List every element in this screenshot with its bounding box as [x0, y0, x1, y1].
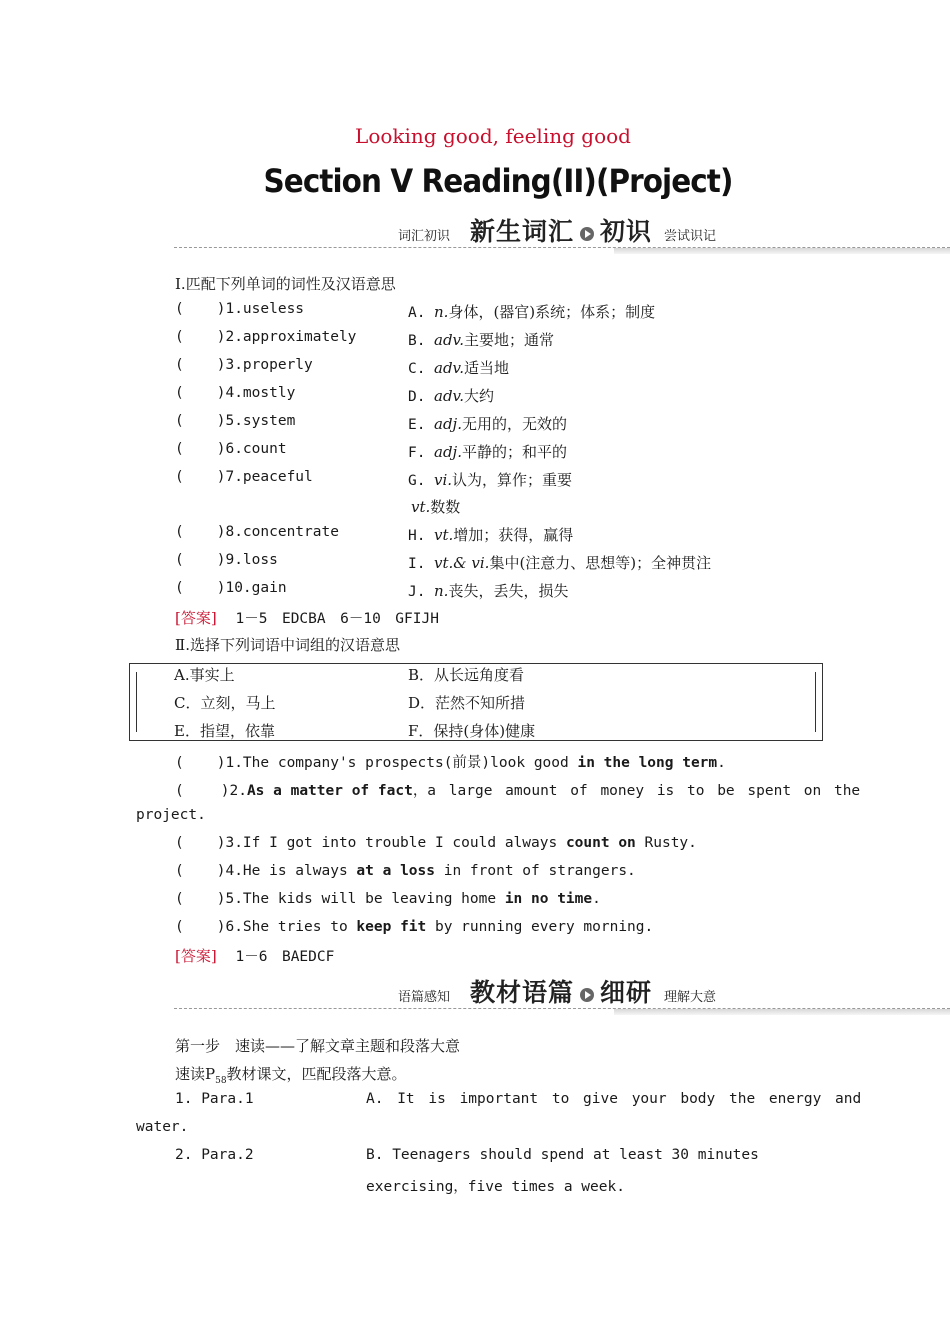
s2-pre: )2. — [220, 783, 247, 799]
banner-big-left: 教材语篇 — [470, 978, 575, 1007]
para1-cont: water. — [136, 1119, 189, 1135]
def-letter: I. — [408, 556, 426, 572]
paren: ( — [175, 385, 184, 401]
paren: ( — [175, 580, 184, 596]
def-letter: D. — [408, 389, 426, 405]
paren: ( — [175, 301, 184, 317]
sentence-1 — [175, 751, 726, 772]
paren: ( — [175, 891, 184, 907]
instr-pre: 速读P — [175, 1065, 216, 1083]
word-text: )5.system — [216, 413, 296, 429]
para2-label: 2. Para.2 — [175, 1147, 254, 1163]
option-c: C．立刻，马上 — [174, 694, 276, 712]
option-e: E．指望，依靠 — [174, 722, 275, 740]
def-letter: C. — [408, 361, 426, 377]
def-pos: n. — [434, 582, 449, 600]
s4-pre: )4.He is always — [216, 863, 357, 879]
word-text: )2.approximately — [216, 329, 357, 345]
word-item — [175, 329, 356, 345]
s5-post: . — [592, 891, 601, 907]
paren: ( — [175, 413, 184, 429]
word-text: )3.properly — [216, 357, 313, 373]
definition-item — [408, 469, 572, 490]
paren: ( — [175, 919, 184, 935]
arrow-icon — [580, 227, 594, 241]
def-pos: adv. — [434, 387, 465, 405]
def-letter: B. — [408, 333, 426, 349]
word-item — [175, 357, 313, 373]
option-b: B．从长远角度看 — [408, 666, 525, 684]
def-letter: H. — [408, 528, 426, 544]
s1-post: . — [717, 755, 726, 771]
word-item — [175, 385, 295, 401]
paren: ( — [175, 783, 184, 799]
def-text: 主要地；通常 — [464, 331, 555, 349]
paren: ( — [175, 524, 184, 540]
s6-pre: )6.She tries to — [216, 919, 357, 935]
banner-small-left: 语篇感知 — [398, 990, 451, 1005]
def-pos: adj. — [434, 415, 462, 433]
sentence-5 — [175, 891, 601, 907]
s1-pre: )1.The company's prospects(前景)look good — [216, 755, 578, 771]
word-text: )6.count — [216, 441, 287, 457]
def-letter: F. — [408, 445, 426, 461]
def-text: 平静的；和平的 — [461, 443, 567, 461]
def-text: 大约 — [464, 387, 495, 405]
sentence-4 — [175, 863, 636, 879]
step1-instruction — [175, 1063, 407, 1086]
word-text: )4.mostly — [216, 385, 296, 401]
def-pos: vt. — [411, 498, 431, 516]
s5-pre: )5.The kids will be leaving home — [216, 891, 505, 907]
section-title: Section V Reading(II)(Project) — [263, 162, 733, 200]
def-pos: vt. — [434, 526, 454, 544]
word-text: )7.peaceful — [216, 469, 313, 485]
def-letter: J. — [408, 584, 426, 600]
word-item — [175, 441, 287, 457]
word-item — [175, 301, 304, 317]
def-text: 集中(注意力、思想等)；全神贯注 — [489, 554, 712, 572]
word-item — [175, 552, 278, 568]
s1-phrase: in the long term — [577, 755, 718, 771]
banner-big-left: 新生词汇 — [470, 217, 575, 246]
part2-heading: Ⅱ.选择下列词语中词组的汉语意思 — [175, 636, 400, 654]
definition-item — [408, 524, 573, 545]
word-text: )1.useless — [216, 301, 305, 317]
para1-text: A. It is important to give your body the energy and — [366, 1091, 862, 1107]
definition-item — [408, 441, 567, 462]
def-text: 增加；获得，赢得 — [453, 526, 574, 544]
step1-title: 第一步 速读——了解文章主题和段落大意 — [175, 1037, 461, 1055]
unit-title: Looking good, feeling good — [355, 124, 631, 148]
word-item — [175, 580, 287, 596]
part1-answer — [175, 607, 439, 628]
definition-item — [411, 496, 460, 517]
answer-label: [答案] — [175, 609, 217, 627]
option-a: A.事实上 — [174, 666, 235, 684]
word-text: )10.gain — [216, 580, 287, 596]
def-pos: adj. — [434, 443, 462, 461]
paren: ( — [175, 357, 184, 373]
word-text: )8.concentrate — [216, 524, 339, 540]
banner-small-right: 理解大意 — [664, 990, 717, 1005]
banner-small-right: 尝试识记 — [664, 229, 717, 244]
s6-post: by running every morning. — [426, 919, 654, 935]
answer-label: [答案] — [175, 947, 217, 965]
reading-banner — [174, 975, 950, 1009]
def-text: 数数 — [430, 498, 461, 516]
word-text: )9.loss — [216, 552, 278, 568]
definition-item — [408, 357, 509, 378]
banner-small-left: 词汇初识 — [398, 229, 451, 244]
vocab-banner — [174, 214, 950, 248]
s3-pre: )3.If I got into trouble I could always — [216, 835, 566, 851]
para2-text: B. Teenagers should spend at least 30 minutes — [366, 1147, 759, 1163]
s2-phrase: As a matter of fact — [246, 783, 413, 799]
para2-cont: exercising，five times a week. — [366, 1179, 625, 1195]
option-f: F．保持(身体)健康 — [408, 722, 536, 740]
part1-heading: Ⅰ.匹配下列单词的词性及汉语意思 — [175, 275, 396, 293]
sentence-2 — [175, 779, 860, 800]
def-text: 适当地 — [464, 359, 510, 377]
sentence-6 — [175, 919, 653, 935]
sentence-3 — [175, 835, 697, 851]
def-letter: G. — [408, 473, 426, 489]
s5-phrase: in no time — [504, 891, 593, 907]
word-item — [175, 413, 295, 429]
part2-answer — [175, 945, 334, 966]
s3-post: Rusty. — [635, 835, 697, 851]
definition-item — [408, 552, 711, 573]
def-pos: n. — [434, 303, 449, 321]
banner-big-right: 细研 — [600, 978, 653, 1007]
definition-item — [408, 329, 554, 350]
def-letter: E. — [408, 417, 426, 433]
instr-post: 教材课文，匹配段落大意。 — [226, 1065, 407, 1083]
s4-post: in front of strangers. — [435, 863, 636, 879]
definition-item — [408, 580, 568, 601]
s2-post: ，a large amount of money is to be spent on the — [412, 783, 861, 799]
paren: ( — [175, 329, 184, 345]
def-pos: vt.& vi. — [434, 554, 490, 572]
paren: ( — [175, 863, 184, 879]
def-letter: A. — [408, 305, 426, 321]
def-pos: vi. — [434, 471, 453, 489]
answer-text: 1－5 EDCBA 6－10 GFIJH — [235, 611, 439, 627]
definition-item — [408, 301, 655, 322]
def-pos: adv. — [434, 359, 465, 377]
word-item — [175, 469, 313, 485]
paren: ( — [175, 835, 184, 851]
s4-phrase: at a loss — [356, 863, 435, 879]
banner-big-right: 初识 — [600, 217, 653, 246]
paren: ( — [175, 469, 184, 485]
def-text: 身体，(器官)系统；体系；制度 — [448, 303, 656, 321]
answer-text: 1－6 BAEDCF — [235, 949, 335, 965]
option-d: D．茫然不知所措 — [408, 694, 526, 712]
sentence-2-cont: project. — [136, 807, 206, 823]
arrow-icon — [580, 988, 594, 1002]
para1-label: 1. Para.1 — [175, 1091, 254, 1107]
word-item — [175, 524, 339, 540]
def-pos: adv. — [434, 331, 465, 349]
paren: ( — [175, 552, 184, 568]
paren: ( — [175, 441, 184, 457]
instr-sub: 58 — [215, 1076, 227, 1086]
def-text: 无用的，无效的 — [461, 415, 567, 433]
definition-item — [408, 413, 567, 434]
paren: ( — [175, 755, 184, 771]
s3-phrase: count on — [565, 835, 636, 851]
def-text: 认为，算作；重要 — [452, 471, 573, 489]
s6-phrase: keep fit — [356, 919, 427, 935]
definition-item — [408, 385, 494, 406]
def-text: 丧失，丢失，损失 — [448, 582, 569, 600]
